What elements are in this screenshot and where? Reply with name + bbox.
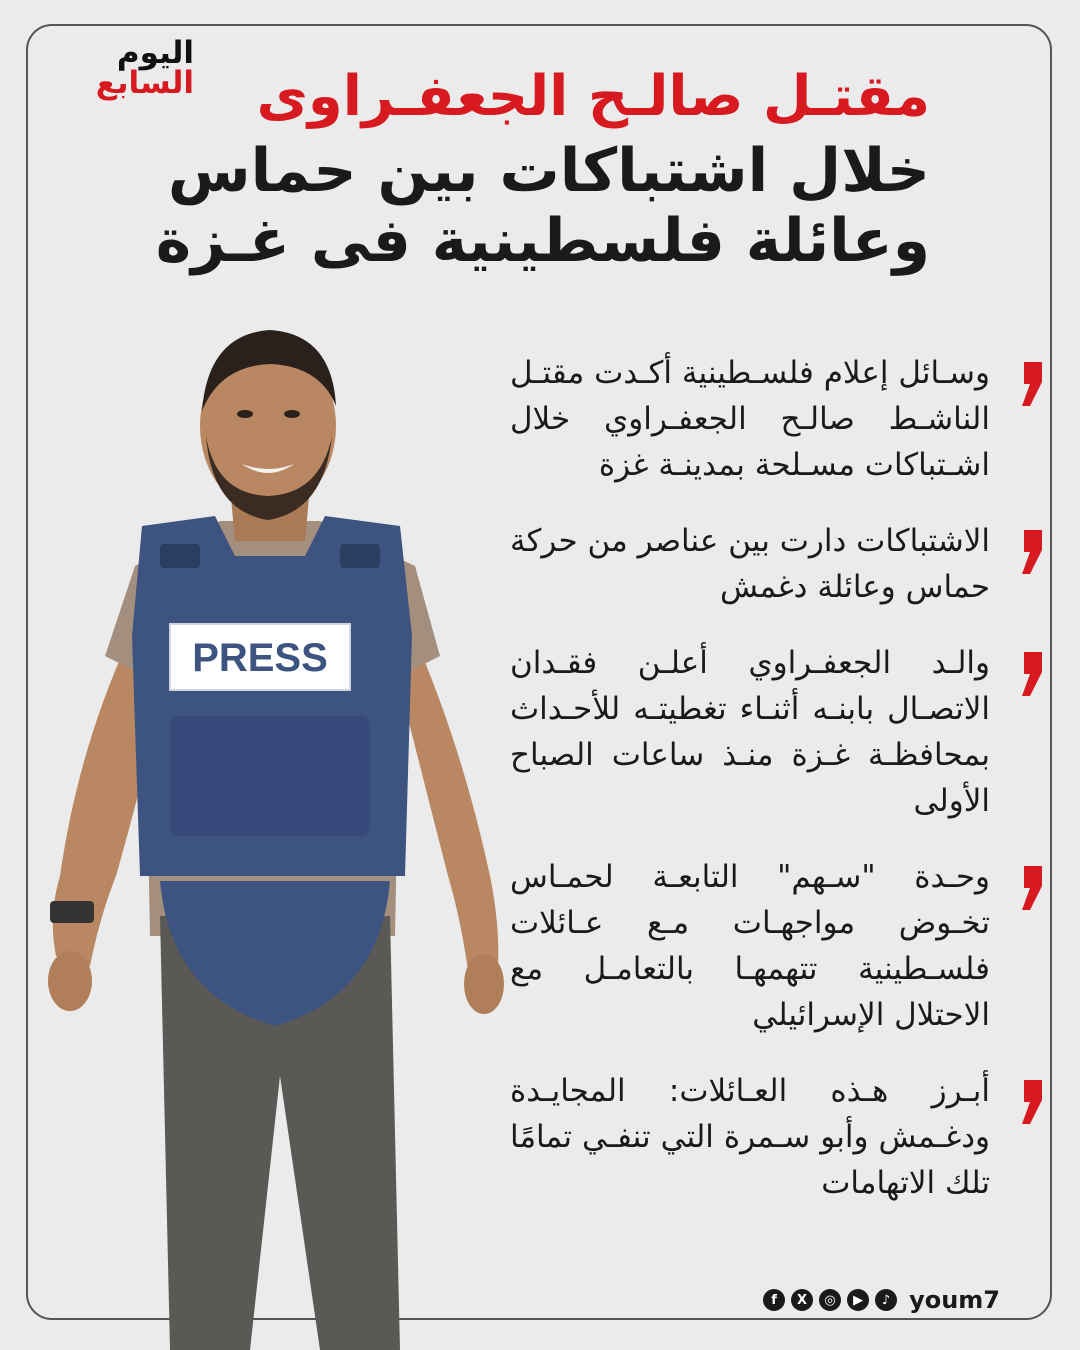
list-item [510, 518, 990, 610]
logo-line-1: اليوم [116, 35, 194, 71]
headline-line-3: وعائلة فلسطينية فى غـزة [155, 206, 930, 276]
x-icon[interactable]: X [791, 1289, 813, 1311]
list-item [510, 350, 990, 488]
quote-mark-icon [1018, 864, 1046, 912]
quote-mark-icon [1018, 528, 1046, 576]
facebook-icon[interactable]: f [763, 1289, 785, 1311]
instagram-icon[interactable]: ◎ [819, 1289, 841, 1311]
list-item [510, 854, 990, 1038]
tiktok-icon[interactable]: ♪ [875, 1289, 897, 1311]
quote-mark-icon [1018, 650, 1046, 698]
bullet-list [510, 350, 990, 1236]
social-footer [763, 1286, 1000, 1314]
quote-mark-icon [1018, 1078, 1046, 1126]
headline [110, 58, 930, 276]
logo-line-2: السابع [95, 65, 194, 101]
bullet-text: أبـرز هـذه العـائلات: المجايـدة ودغـمش وأبو سـمرة التي تنفـي تمامًا تلك الاتهامات [510, 1073, 990, 1201]
headline-line-1: مقتـل صالـح الجعفـراوى [256, 64, 930, 129]
list-item [510, 640, 990, 824]
headline-line-2: خلال اشتباكات بين حماس [167, 136, 930, 206]
quote-mark-icon [1018, 360, 1046, 408]
list-item [510, 1068, 990, 1206]
social-handle: youm7 [909, 1286, 1000, 1314]
person-photo [20, 316, 510, 1350]
youtube-icon[interactable]: ▶ [847, 1289, 869, 1311]
press-patch-label: PRESS [192, 636, 328, 680]
bullet-text: وسـائل إعلام فلسـطينية أكـدت مقتـل الناشـط صالـح الجعفـراوي خلال اشـتباكات مسـلحة بمدينـة غزة [510, 355, 990, 483]
bullet-text: وحـدة "سـهم" التابعـة لحمـاس تخـوض مواجهـات مـع عـائلات فلسـطينية تتهمهـا بالتعامـل مع الاحتلال الإسرائيلي [510, 859, 990, 1033]
bullet-text: والـد الجعفـراوي أعلـن فقـدان الاتصـال بابنـه أثنـاء تغطيتـه للأحـداث بمحافظـة غـزة منـذ ساعات الصباح الأولى [510, 645, 990, 819]
bullet-text: الاشتباكات دارت بين عناصر من حركة حماس وعائلة دغمش [510, 523, 990, 605]
